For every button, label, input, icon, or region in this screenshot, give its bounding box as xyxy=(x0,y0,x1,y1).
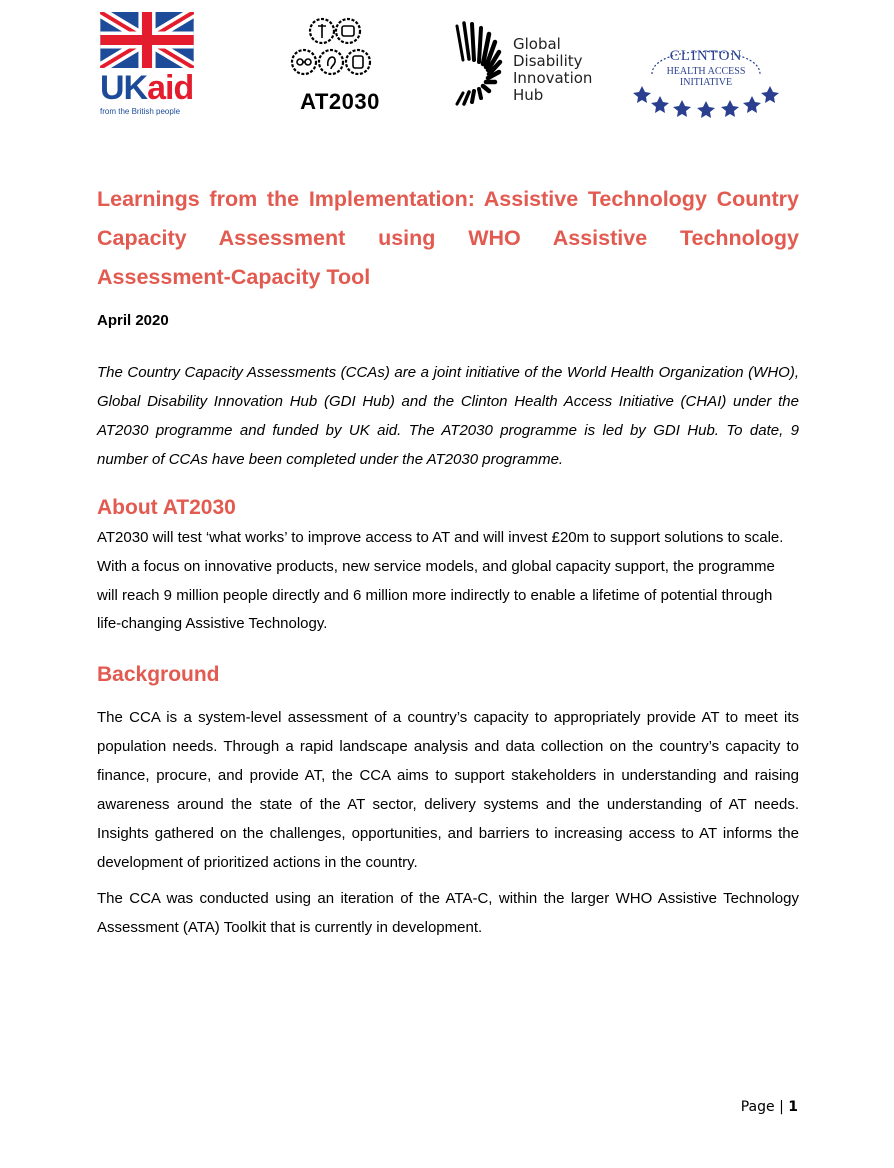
page-number: 1 xyxy=(788,1099,798,1115)
chai-logo xyxy=(632,34,780,118)
ukaid-subtitle: from the British people xyxy=(100,107,181,116)
background-heading: Background xyxy=(97,663,220,687)
document-title: Learnings from the Implementation: Assistive Technology Country Capacity Assessment using WHO Assistive Technology Assessment-Capacity Tool xyxy=(97,187,799,289)
page-footer xyxy=(741,1099,798,1115)
logo-bar xyxy=(0,0,894,130)
union-flag-icon xyxy=(100,12,194,68)
at2030-logo xyxy=(282,16,398,115)
document-date: April 2020 xyxy=(97,312,169,329)
intro-paragraph: The Country Capacity Assessments (CCAs) are a joint initiative of the World Health Organization (WHO), Global Disability Innovation Hub (GDI Hub) and the Clinton Health Access Initiative (CHAI) under the AT2030 programme and funded by UK aid. The AT2030 programme is led by GDI Hub. To date, 9 number of CCAs have been completed under the AT2030 programme. xyxy=(97,364,799,468)
at2030-icon-cluster xyxy=(286,16,394,82)
document-body xyxy=(97,180,799,942)
at2030-wordmark: AT2030 xyxy=(300,89,380,114)
gdi-hub-logo xyxy=(455,20,625,110)
ukaid-logo xyxy=(100,12,198,116)
background-paragraph-2: The CCA was conducted using an iteration of the ATA-C, within the larger WHO Assistive Technology Assessment (ATA) Toolkit that is currently in development. xyxy=(97,890,799,937)
about-paragraph: AT2030 will test ‘what works’ to improve access to AT and will invest £20m to support solutions to scale. With a focus on innovative products, new service models, and global capacity support, the programme will reach 9 million people directly and 6 million more indirectly to enable a lifetime of potential through life-changing Assistive Technology. xyxy=(97,529,784,633)
chai-wordmark-line1: CLINTON xyxy=(669,48,743,64)
background-paragraph-1: The CCA is a system-level assessment of a country’s capacity to appropriately provide AT to meet its population needs. Through a rapid landscape analysis and data collection on the country’s capacity to finance, procure, and provide AT, the CCA aims to support stakeholders in understanding and raising awareness around the state of the AT sector, delivery systems and the understanding of AT needs. Insights gathered on the challenges, opportunities, and barriers to increasing access to AT informs the development of prioritized actions in the country. xyxy=(97,709,799,872)
page-label: Page xyxy=(740,1099,775,1115)
page-separator: | xyxy=(779,1099,784,1115)
about-heading: About AT2030 xyxy=(97,496,236,519)
chai-wordmark-line2: HEALTH ACCESS INITIATIVE xyxy=(666,66,746,88)
gdi-sunburst-icon xyxy=(455,20,505,110)
ukaid-wordmark: UKaid xyxy=(100,69,194,107)
gdi-hub-wordmark: Global Disability Innovation Hub xyxy=(513,35,593,104)
